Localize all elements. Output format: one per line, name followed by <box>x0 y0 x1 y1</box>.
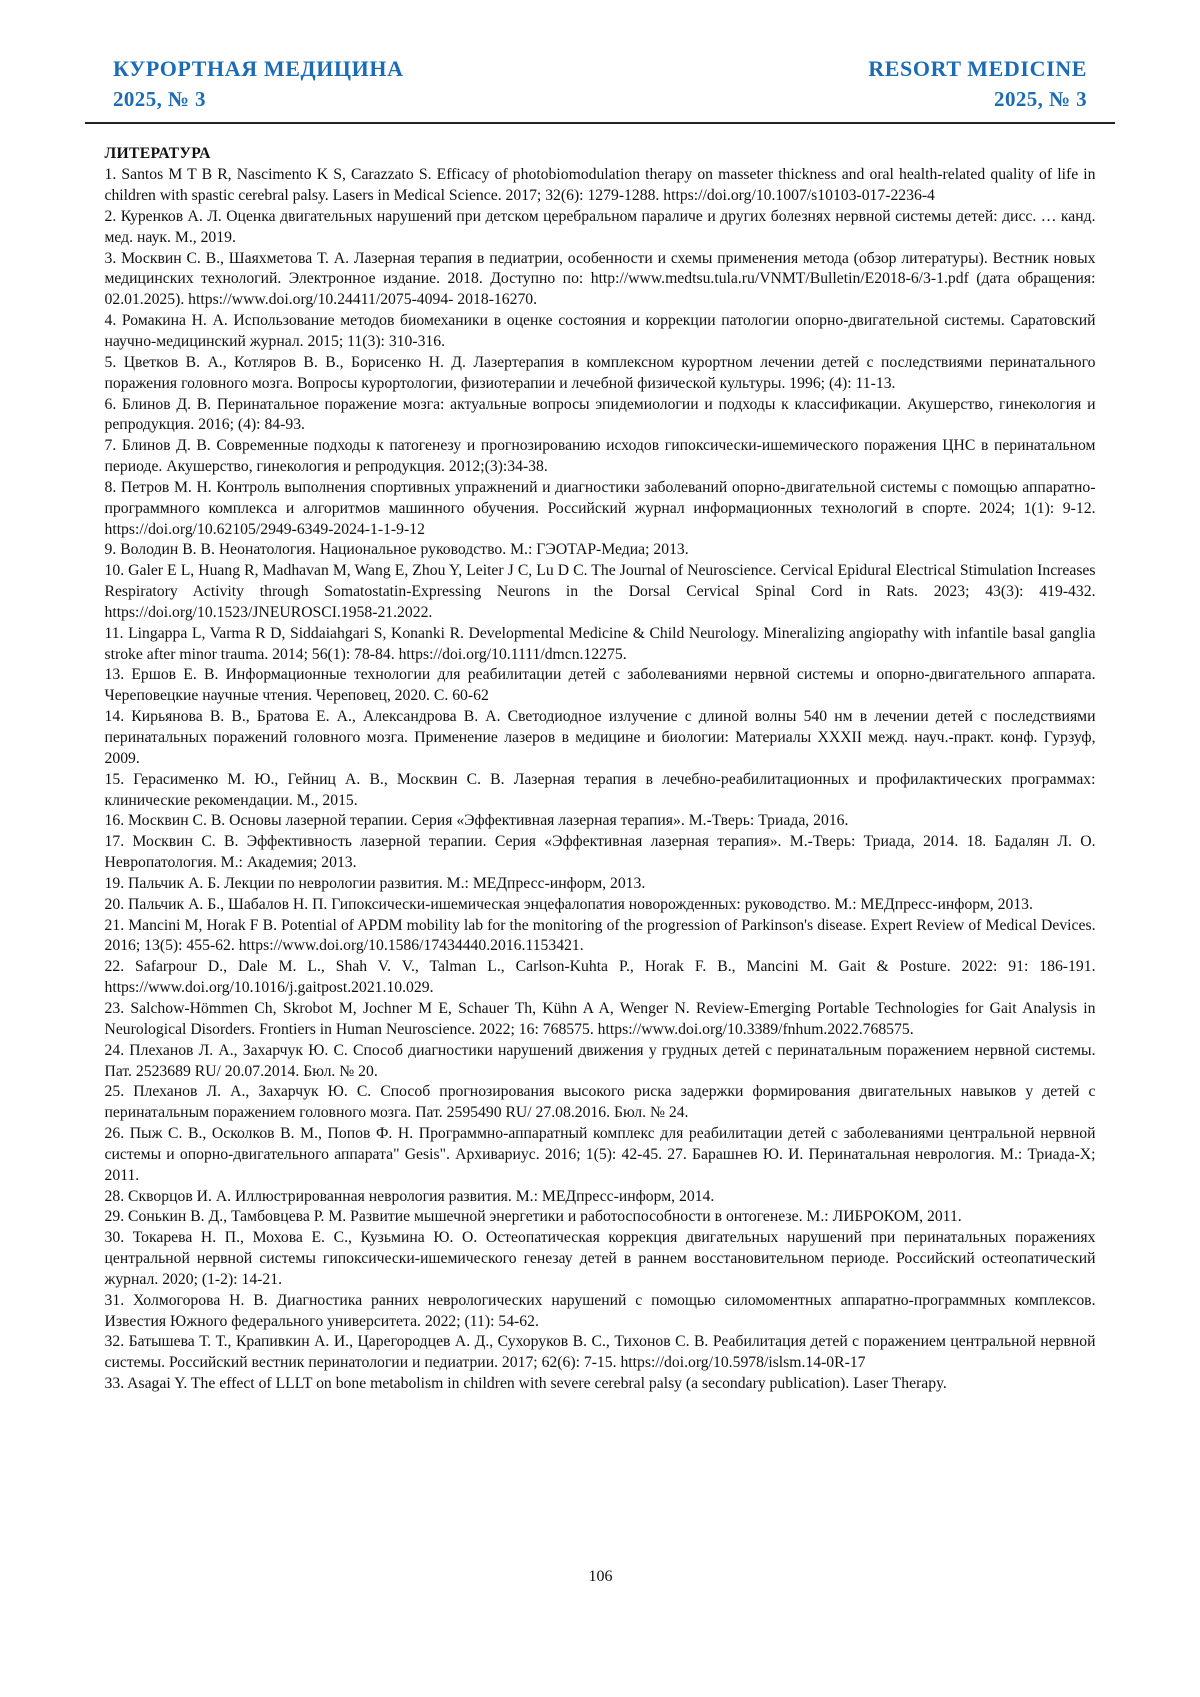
reference-item: 31. Холмогорова Н. В. Диагностика ранних неврологических нарушений с помощью силомоментных аппаратно-программных комплексов. Известия Южного федерального университета. 2022; (11): 54-62. <box>104 1291 1096 1330</box>
reference-list <box>105 165 1096 1395</box>
journal-title-en: RESORT MEDICINE <box>868 56 1087 81</box>
reference-item: 8. Петров М. Н. Контроль выполнения спортивных упражнений и диагностики заболеваний опорно-двигательной системы с помощью аппаратно-программного комплекса и алгоритмов машинного обучения. Российский журнал информационных технологий в спорте. 2024; 1(1): 9-12. https://doi.org/10.62105/2949-6349-2024-1-1-9-12 <box>104 478 1096 538</box>
reference-item: 1. Santos M T B R, Nascimento K S, Carazzato S. Efficacy of photobiomodulation therapy on masseter thickness and oral health-related quality of life in children with spastic cerebral palsy. Lasers in Medical Science. 2017; 32(6): 1279-1288. https://doi.org/10.1007/s10103-017-2236-4 <box>104 166 1096 205</box>
reference-item: 7. Блинов Д. В. Современные подходы к патогенезу и прогнозированию исходов гипоксически-ишемического поражения ЦНС в перинатальном периоде. Акушерство, гинекология и репродукция. 2012;(3):34-38. <box>104 437 1096 476</box>
reference-item: 30. Токарева Н. П., Мохова Е. С., Кузьмина Ю. О. Остеопатическая коррекция двигательных нарушений при перинатальных поражениях центральной нервной системы гипоксически-ишемического генезау детей в раннем восстановительном периоде. Российский остеопатический журнал. 2020; (1-2): 14-21. <box>104 1229 1096 1288</box>
reference-item: 26. Пыж С. В., Осколков В. М., Попов Ф. Н. Программно-аппаратный комплекс для реабилитации детей с заболеваниями центральной нервной системы и опорно-двигательного аппарата" Gesis". Архивариус. 2016; 1(5): 42-45. 27. Барашнев Ю. И. Перинатальная неврология. М.: Триада-Х; 2011. <box>104 1125 1096 1184</box>
reference-item: 6. Блинов Д. В. Перинатальное поражение мозга: актуальные вопросы эпидемиологии и подходы к классификации. Акушерство, гинекология и репродукция. 2016; (4): 84-93. <box>104 395 1096 434</box>
reference-item: 25. Плеханов Л. А., Захарчук Ю. С. Способ прогнозирования высокого риска задержки формирования двигательных навыков у детей с перинатальным поражением головного мозга. Пат. 2595490 RU/ 27.08.2016. Бюл. № 24. <box>104 1083 1096 1122</box>
reference-item: 16. Москвин С. В. Основы лазерной терапии. Серия «Эффективная лазерная терапия». М.-Тверь: Триада, 2016. <box>104 812 849 830</box>
reference-item: 15. Герасименко М. Ю., Гейниц А. В., Москвин С. В. Лазерная терапия в лечебно-реабилитационных и профилактических программах: клинические рекомендации. М., 2015. <box>104 770 1096 809</box>
reference-item: 33. Asagai Y. The effect of LLLT on bone metabolism in children with severe cerebral palsy (a secondary publication). Laser Therapy. <box>104 1375 947 1393</box>
reference-item: 2. Куренков А. Л. Оценка двигательных нарушений при детском церебральном параличе и других болезнях нервной системы детей: дисс. … канд. мед. наук. М., 2019. <box>104 207 1096 246</box>
page-number: 106 <box>588 1568 613 1585</box>
reference-item: 20. Пальчик А. Б., Шабалов Н. П. Гипоксически-ишемическая энцефалопатия новорожденных: руководство. М.: МЕДпресс-информ, 2013. <box>104 895 1033 913</box>
reference-item: 14. Кирьянова В. В., Братова Е. А., Александрова В. А. Светодиодное излучение с длиной волны 540 нм в лечении детей с последствиями перинатальных поражений головного мозга. Применение лазеров в медицине и биологии: Материалы XXXII межд. науч.-практ. конф. Гурзуф, 2009. <box>104 708 1096 767</box>
journal-title-ru: КУРОРТНАЯ МЕДИЦИНА <box>113 56 404 81</box>
issue-number-right: 2025, № 3 <box>994 87 1087 112</box>
reference-item: 5. Цветков В. А., Котляров В. В., Борисенко Н. Д. Лазертерапия в комплексном курортном лечении детей с последствиями перинатального поражения головного мозга. Вопросы курортологии, физиотерапии и лечебной физической культуры. 1996; (4): 11-13. <box>104 353 1096 392</box>
reference-item: 9. Володин В. В. Неонатология. Национальное руководство. М.: ГЭОТАР-Медиа; 2013. <box>104 541 689 559</box>
reference-item: 28. Скворцов И. А. Иллюстрированная неврология развития. М.: МЕДпресс-информ, 2014. <box>104 1187 715 1205</box>
reference-item: 22. Safarpour D., Dale M. L., Shah V. V., Talman L., Carlson-Kuhta P., Horak F. B., Mancini M. Gait & Posture. 2022: 91: 186-191. https://www.doi.org/10.1016/j.gaitpost.2021.10.029. <box>104 958 1096 997</box>
reference-item: 17. Москвин С. В. Эффективность лазерной терапии. Серия «Эффективная лазерная терапия». М.-Тверь: Триада, 2014. 18. Бадалян Л. О. Невропатология. М.: Академия; 2013. <box>104 833 1096 872</box>
reference-item: 13. Ершов Е. В. Информационные технологии для реабилитации детей с заболеваниями нервной системы и опорно-двигательного аппарата. Череповецкие научные чтения. Череповец, 2020. С. 60-62 <box>104 666 1096 705</box>
reference-item: 32. Батышева Т. Т., Крапивкин А. И., Царегородцев А. Д., Сухоруков В. С., Тихонов С. В. Реабилитация детей с поражением центральной нервной системы. Российский вестник перинатологии и педиатрии. 2017; 62(6): 7-15. https://doi.org/10.5978/islsm.14-0R-17 <box>104 1333 1096 1372</box>
reference-item: 19. Пальчик А. Б. Лекции по неврологии развития. М.: МЕДпресс-информ, 2013. <box>104 874 646 892</box>
reference-item: 23. Salchow-Hömmen Ch, Skrobot M, Jochner M E, Schauer Th, Kühn A A, Wenger N. Review-Emerging Portable Technologies for Gait Analysis in Neurological Disorders. Frontiers in Human Neuroscience. 2022; 16: 768575. https://www.doi.org/10.3389/fnhum.2022.768575. <box>104 999 1096 1038</box>
issue-number-left: 2025, № 3 <box>113 87 206 112</box>
reference-item: 21. Mancini M, Horak F B. Potential of APDM mobility lab for the monitoring of the progression of Parkinson's disease. Expert Review of Medical Devices. 2016; 13(5): 455-62. https://www.doi.org/10.1586/17434440.2016.1153421. <box>104 916 1096 955</box>
references-section <box>105 144 1096 1395</box>
page-header <box>0 0 1200 124</box>
reference-item: 3. Москвин С. В., Шаяхметова Т. А. Лазерная терапия в педиатрии, особенности и схемы применения метода (обзор литературы). Вестник новых медицинских технологий. Электронное издание. 2018. Доступно по: http://www.medtsu.tula.ru/VNMT/Bulletin/E2018-6/3-1.pdf (дата обращения: 02.01.2025). https://www.doi.org/10.24411/2075-4094- 2018-16270. <box>104 249 1096 309</box>
reference-item: 11. Lingappa L, Varma R D, Siddaiahgari S, Konanki R. Developmental Medicine & Child Neurology. Mineralizing angiopathy with infantile basal ganglia stroke after minor trauma. 2014; 56(1): 78-84. https://doi.org/10.1111/dmcn.12275. <box>104 624 1096 663</box>
reference-item: 10. Galer E L, Huang R, Madhavan M, Wang E, Zhou Y, Leiter J C, Lu D C. The Journal of Neuroscience. Cervical Epidural Electrical Stimulation Increases Respiratory Activity through Somatostatin-Expressing Neurons in the Dorsal Cervical Spinal Cord in Rats. 2023; 43(3): 419-432. https://doi.org/10.1523/JNEUROSCI.1958-21.2022. <box>104 562 1096 621</box>
header-divider <box>85 122 1115 124</box>
reference-item: 29. Сонькин В. Д., Тамбовцева Р. М. Развитие мышечной энергетики и работоспособности в онтогенезе. М.: ЛИБРОКОМ, 2011. <box>104 1208 962 1226</box>
reference-item: 4. Ромакина Н. А. Использование методов биомеханики в оценке состояния и коррекции патологии опорно-двигательной системы. Саратовский научно-медицинский журнал. 2015; 11(3): 310-316. <box>104 312 1096 350</box>
reference-item: 24. Плеханов Л. А., Захарчук Ю. С. Способ диагностики нарушений движения у грудных детей с перинатальным поражением нервной системы. Пат. 2523689 RU/ 20.07.2014. Бюл. № 20. <box>104 1041 1096 1080</box>
section-title: ЛИТЕРАТУРА <box>104 145 211 163</box>
